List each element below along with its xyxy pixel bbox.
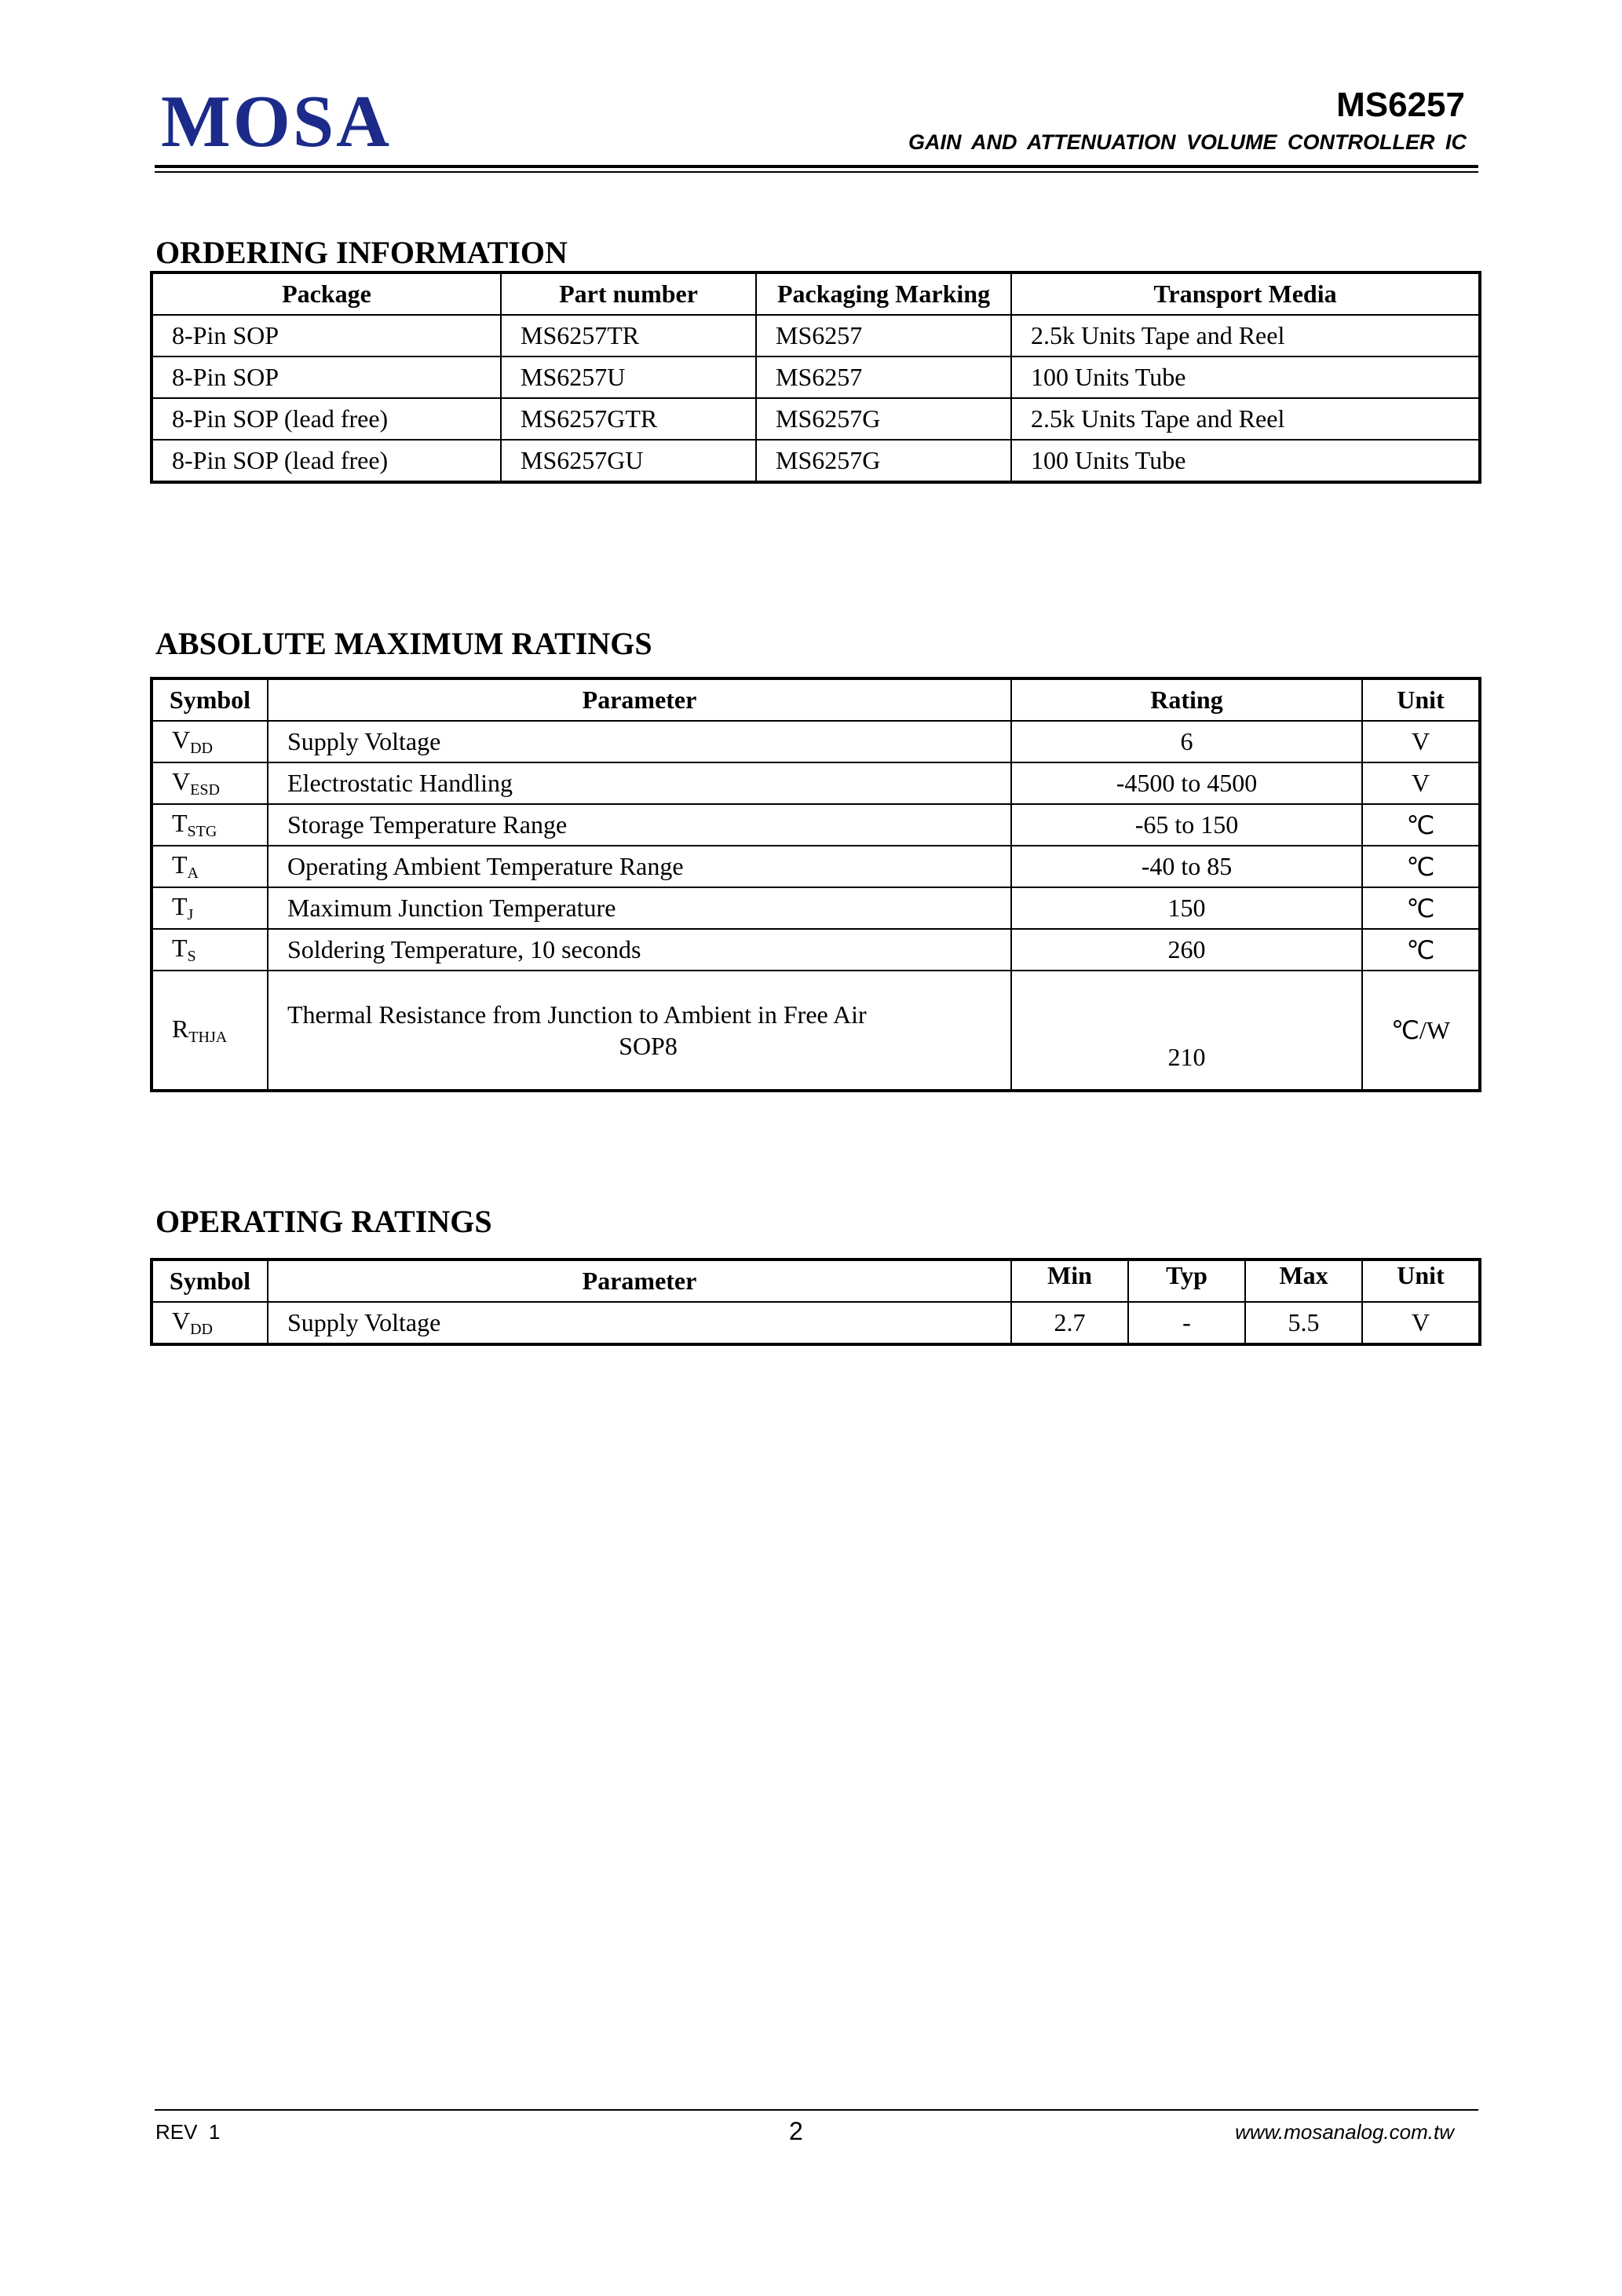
unit-cell: ℃ [1362,887,1480,929]
table-header-row [152,272,1480,315]
table-row [152,356,1480,398]
parameter-cell: Soldering Temperature, 10 seconds [268,929,1011,971]
symbol-cell: $T_{STG}$ [152,804,268,846]
company-logo: MOSA [161,81,392,163]
website-url: www.mosanalog.com.tw [1235,2120,1454,2144]
abs-max-table [150,677,1481,1092]
part-number-cell: MS6257GU [501,440,756,482]
symbol-cell: $T_S$ [152,929,268,971]
package-cell: 8-Pin SOP (lead free) [152,398,501,440]
parameter-cell: Operating Ambient Temperature Range [268,846,1011,887]
column-header: Rating [1011,678,1362,721]
column-header: Min [1011,1260,1128,1302]
table-row [152,846,1480,887]
ordering-table [150,271,1481,484]
table-row [152,804,1480,846]
column-header: Max [1245,1260,1362,1302]
part-number-title: MS6257 [1336,86,1465,124]
transport-cell: 2.5k Units Tape and Reel [1011,398,1480,440]
symbol-cell: $R_{THJA}$ [152,971,268,1091]
rating-cell: 260 [1011,929,1362,971]
table-row [152,762,1480,804]
header-rule-thick [155,165,1478,168]
column-header: Unit [1362,678,1480,721]
unit-cell: ℃/W [1362,971,1480,1091]
column-header: Packaging Marking [756,272,1011,315]
table-row [152,971,1480,1091]
unit-cell: V [1362,721,1480,762]
part-number-cell: MS6257GTR [501,398,756,440]
column-header: Transport Media [1011,272,1480,315]
abs-max-section-title: ABSOLUTE MAXIMUM RATINGS [155,626,652,661]
table-row [152,929,1480,971]
operating-table [150,1258,1481,1346]
column-header: Parameter [268,678,1011,721]
parameter-line-2: SOP8 [619,1032,678,1060]
table-header-row [152,1260,1480,1302]
unit-cell: ℃ [1362,804,1480,846]
symbol-cell: $T_A$ [152,846,268,887]
parameter-cell: Maximum Junction Temperature [268,887,1011,929]
parameter-line-1: Thermal Resistance from Junction to Ambient in Free Air [287,1000,867,1029]
unit-cell: ℃ [1362,929,1480,971]
part-number-cell: MS6257U [501,356,756,398]
min-cell: 2.7 [1011,1302,1128,1344]
rating-cell: 210 [1011,971,1362,1091]
rating-cell: -4500 to 4500 [1011,762,1362,804]
column-header: Unit [1362,1260,1480,1302]
unit-cell: V [1362,1302,1480,1344]
symbol-cell: $V_{ESD}$ [152,762,268,804]
unit-cell: V [1362,762,1480,804]
column-header: Package [152,272,501,315]
table-row [152,721,1480,762]
footer-rule [155,2109,1478,2111]
marking-cell: MS6257G [756,440,1011,482]
rating-cell: 6 [1011,721,1362,762]
document-subtitle: GAIN AND ATTENUATION VOLUME CONTROLLER IC [908,130,1467,154]
symbol-cell: $T_J$ [152,887,268,929]
column-header: Symbol [152,678,268,721]
typ-cell: - [1128,1302,1245,1344]
table-row [152,398,1480,440]
rating-cell: -40 to 85 [1011,846,1362,887]
table-header-row [152,678,1480,721]
revision-label: REV 1 [155,2120,221,2144]
transport-cell: 100 Units Tube [1011,356,1480,398]
parameter-cell: Supply Voltage [268,1302,1011,1344]
table-row [152,440,1480,482]
table-row [152,1302,1480,1344]
header-rule-thin [155,171,1478,173]
column-header: Symbol [152,1260,268,1302]
marking-cell: MS6257 [756,356,1011,398]
table-row [152,887,1480,929]
unit-cell: ℃ [1362,846,1480,887]
marking-cell: MS6257G [756,398,1011,440]
rating-cell: 150 [1011,887,1362,929]
symbol-cell: $V_{DD}$ [152,721,268,762]
transport-cell: 100 Units Tube [1011,440,1480,482]
package-cell: 8-Pin SOP [152,315,501,356]
column-header: Part number [501,272,756,315]
parameter-cell: Storage Temperature Range [268,804,1011,846]
column-header: Typ [1128,1260,1245,1302]
symbol-cell: $V_{DD}$ [152,1302,268,1344]
table-row [152,315,1480,356]
parameter-cell: Supply Voltage [268,721,1011,762]
max-cell: 5.5 [1245,1302,1362,1344]
operating-section-title: OPERATING RATINGS [155,1204,492,1239]
parameter-cell [268,971,1011,1091]
parameter-cell: Electrostatic Handling [268,762,1011,804]
column-header: Parameter [268,1260,1011,1302]
ordering-section-title: ORDERING INFORMATION [155,235,568,270]
page-number: 2 [789,2117,803,2145]
package-cell: 8-Pin SOP [152,356,501,398]
marking-cell: MS6257 [756,315,1011,356]
transport-cell: 2.5k Units Tape and Reel [1011,315,1480,356]
rating-cell: -65 to 150 [1011,804,1362,846]
package-cell: 8-Pin SOP (lead free) [152,440,501,482]
part-number-cell: MS6257TR [501,315,756,356]
